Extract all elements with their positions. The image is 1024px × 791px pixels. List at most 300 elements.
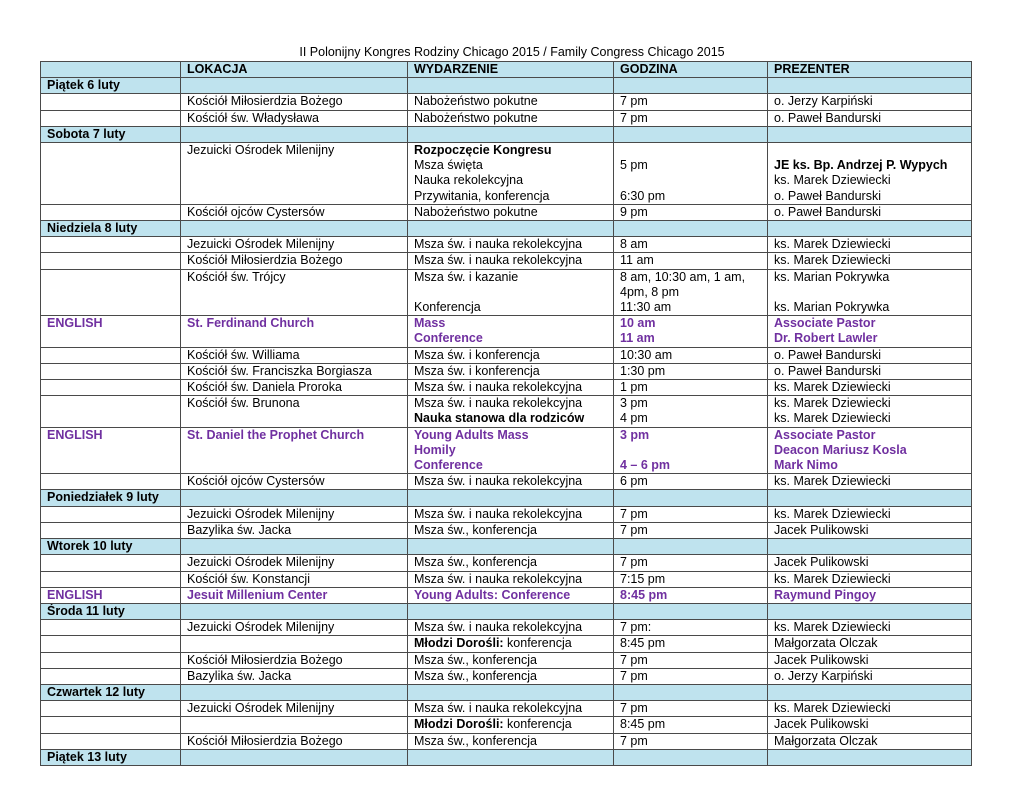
presenter-line: Deacon Mariusz Kosla bbox=[774, 442, 907, 457]
time-line bbox=[620, 443, 761, 458]
time-cell bbox=[614, 668, 768, 684]
day-row bbox=[41, 684, 972, 700]
time-line bbox=[620, 173, 761, 188]
presenter-line: JE ks. Bp. Andrzej P. Wypych bbox=[774, 158, 948, 173]
presenter-line bbox=[774, 285, 965, 300]
day-row bbox=[41, 126, 972, 142]
header-day bbox=[41, 62, 181, 78]
event-line: Msza św. i nauka rekolekcyjna bbox=[414, 701, 583, 716]
location-line: Kościół św. Daniela Proroka bbox=[187, 380, 342, 395]
event-row bbox=[41, 316, 972, 347]
day-empty-cell bbox=[408, 221, 614, 237]
location-line: St. Ferdinand Church bbox=[187, 316, 315, 331]
presenter-cell bbox=[768, 636, 972, 652]
time-line: 3 pm bbox=[620, 396, 648, 411]
day-empty-cell bbox=[614, 490, 768, 506]
time-cell bbox=[614, 555, 768, 571]
event-line bbox=[414, 285, 607, 300]
location-line: Bazylika św. Jacka bbox=[187, 522, 292, 537]
time-cell bbox=[614, 237, 768, 253]
presenter-cell bbox=[768, 237, 972, 253]
location-cell bbox=[181, 587, 408, 603]
day-row bbox=[41, 539, 972, 555]
language-cell bbox=[41, 620, 181, 636]
location-line: Jezuicki Ośrodek Milenijny bbox=[187, 143, 335, 158]
language-cell bbox=[41, 652, 181, 668]
time-line: 7 pm bbox=[620, 522, 648, 537]
time-cell bbox=[614, 363, 768, 379]
event-cell bbox=[408, 701, 614, 717]
presenter-line: ks. Marek Dziewiecki bbox=[774, 237, 891, 252]
event-line: Rozpoczęcie Kongresu bbox=[414, 143, 552, 158]
presenter-cell bbox=[768, 668, 972, 684]
location-line: Kościół Miłosierdzia Bożego bbox=[187, 733, 343, 748]
presenter-cell bbox=[768, 652, 972, 668]
location-cell bbox=[181, 380, 408, 396]
header-time: GODZINA bbox=[614, 62, 768, 78]
location-cell bbox=[181, 701, 408, 717]
event-row bbox=[41, 269, 972, 316]
table-header-row bbox=[41, 62, 972, 78]
time-line: 7 pm bbox=[620, 94, 648, 109]
event-row bbox=[41, 143, 972, 205]
time-line: 3 pm bbox=[620, 427, 650, 442]
time-line: 6:30 pm bbox=[620, 188, 666, 203]
event-line: Nabożeństwo pokutne bbox=[414, 94, 538, 109]
location-line: Kościół ojców Cystersów bbox=[187, 204, 325, 219]
day-empty-cell bbox=[408, 490, 614, 506]
time-line: 6 pm bbox=[620, 474, 648, 489]
bold-prefix: Młodzi Dorośli: bbox=[414, 636, 504, 651]
presenter-cell bbox=[768, 204, 972, 220]
event-row bbox=[41, 652, 972, 668]
day-row bbox=[41, 221, 972, 237]
location-cell bbox=[181, 474, 408, 490]
time-line: 11 am bbox=[620, 253, 654, 268]
event-cell bbox=[408, 587, 614, 603]
event-row bbox=[41, 701, 972, 717]
time-line: 8 am bbox=[620, 237, 648, 252]
event-row bbox=[41, 733, 972, 749]
time-line: 7 pm bbox=[620, 701, 648, 716]
time-cell bbox=[614, 733, 768, 749]
presenter-line: Raymund Pingoy bbox=[774, 587, 877, 602]
language-cell: ENGLISH bbox=[41, 587, 181, 603]
language-cell bbox=[41, 396, 181, 427]
time-line: 7 pm bbox=[620, 506, 648, 521]
day-row bbox=[41, 490, 972, 506]
location-line: Jezuicki Ośrodek Milenijny bbox=[187, 506, 335, 521]
time-cell bbox=[614, 427, 768, 474]
time-line: 8:45 pm bbox=[620, 587, 668, 602]
location-cell bbox=[181, 522, 408, 538]
location-line: Kościół św. Konstancji bbox=[187, 571, 310, 586]
time-cell bbox=[614, 143, 768, 205]
event-row bbox=[41, 380, 972, 396]
location-cell bbox=[181, 636, 408, 652]
presenter-line: ks. Marek Dziewiecki bbox=[774, 506, 891, 521]
day-empty-cell bbox=[181, 221, 408, 237]
event-cell bbox=[408, 571, 614, 587]
event-line: Msza św. i kazanie bbox=[414, 269, 519, 284]
presenter-cell bbox=[768, 571, 972, 587]
location-line: Kościół ojców Cystersów bbox=[187, 474, 325, 489]
day-empty-cell bbox=[768, 603, 972, 619]
day-empty-cell bbox=[181, 749, 408, 765]
language-cell bbox=[41, 636, 181, 652]
presenter-line: ks. Marek Dziewiecki bbox=[774, 396, 891, 411]
time-line: 9 pm bbox=[620, 204, 648, 219]
presenter-cell bbox=[768, 427, 972, 474]
event-line: Msza św., konferencja bbox=[414, 668, 537, 683]
presenter-cell bbox=[768, 555, 972, 571]
location-line: Kościół Miłosierdzia Bożego bbox=[187, 652, 343, 667]
event-row bbox=[41, 587, 972, 603]
day-empty-cell bbox=[768, 221, 972, 237]
day-empty-cell bbox=[614, 221, 768, 237]
day-row bbox=[41, 78, 972, 94]
time-cell bbox=[614, 652, 768, 668]
presenter-cell bbox=[768, 620, 972, 636]
time-line: 8:45 pm bbox=[620, 636, 666, 651]
event-cell bbox=[408, 253, 614, 269]
time-line: 4 pm bbox=[620, 411, 648, 426]
day-empty-cell bbox=[181, 126, 408, 142]
presenter-line: Associate Pastor bbox=[774, 427, 876, 442]
day-empty-cell bbox=[614, 126, 768, 142]
event-line: Msza św. i konferencja bbox=[414, 347, 540, 362]
language-cell bbox=[41, 701, 181, 717]
presenter-cell bbox=[768, 347, 972, 363]
time-line: 4pm, 8 pm bbox=[620, 284, 680, 299]
event-line: Msza św., konferencja bbox=[414, 555, 537, 570]
time-cell bbox=[614, 316, 768, 347]
presenter-cell bbox=[768, 522, 972, 538]
location-cell bbox=[181, 427, 408, 474]
location-cell bbox=[181, 237, 408, 253]
event-row bbox=[41, 522, 972, 538]
time-line: 7 pm bbox=[620, 733, 648, 748]
language-cell bbox=[41, 717, 181, 733]
presenter-line: Małgorzata Olczak bbox=[774, 733, 878, 748]
event-cell bbox=[408, 668, 614, 684]
language-cell bbox=[41, 94, 181, 110]
time-line: 11:30 am bbox=[620, 300, 672, 315]
time-cell bbox=[614, 253, 768, 269]
presenter-cell bbox=[768, 143, 972, 205]
event-line: Homily bbox=[414, 442, 456, 457]
event-cell bbox=[408, 522, 614, 538]
day-empty-cell bbox=[408, 749, 614, 765]
presenter-cell bbox=[768, 396, 972, 427]
location-line: Kościół św. Władysława bbox=[187, 110, 319, 125]
time-line: 7 pm bbox=[620, 668, 648, 683]
language-cell bbox=[41, 522, 181, 538]
event-line: Konferencja bbox=[414, 300, 481, 315]
event-row bbox=[41, 110, 972, 126]
location-cell bbox=[181, 506, 408, 522]
header-event: WYDARZENIE bbox=[408, 62, 614, 78]
schedule-table bbox=[40, 61, 972, 766]
event-row bbox=[41, 363, 972, 379]
location-cell bbox=[181, 316, 408, 347]
event-cell bbox=[408, 110, 614, 126]
event-cell bbox=[408, 204, 614, 220]
time-cell bbox=[614, 380, 768, 396]
time-cell bbox=[614, 636, 768, 652]
event-line: Młodzi Dorośli: konferencja bbox=[414, 717, 572, 732]
time-line: 1 pm bbox=[620, 380, 648, 395]
event-line: Msza św. i nauka rekolekcyjna bbox=[414, 506, 583, 521]
time-cell bbox=[614, 571, 768, 587]
language-cell bbox=[41, 571, 181, 587]
language-cell bbox=[41, 110, 181, 126]
day-empty-cell bbox=[408, 603, 614, 619]
location-cell bbox=[181, 396, 408, 427]
day-empty-cell bbox=[768, 749, 972, 765]
day-empty-cell bbox=[614, 539, 768, 555]
time-cell bbox=[614, 474, 768, 490]
event-line: Młodzi Dorośli: konferencja bbox=[414, 636, 572, 651]
event-cell bbox=[408, 506, 614, 522]
time-cell bbox=[614, 110, 768, 126]
event-line: Young Adults: Conference bbox=[414, 587, 571, 602]
location-line: Kościół Miłosierdzia Bożego bbox=[187, 94, 343, 109]
event-line: Conference bbox=[414, 331, 483, 346]
presenter-line: ks. Marek Dziewiecki bbox=[774, 701, 891, 716]
event-cell bbox=[408, 717, 614, 733]
day-empty-cell bbox=[768, 126, 972, 142]
location-cell bbox=[181, 652, 408, 668]
presenter-cell bbox=[768, 269, 972, 316]
event-row bbox=[41, 474, 972, 490]
presenter-cell bbox=[768, 733, 972, 749]
event-cell bbox=[408, 347, 614, 363]
presenter-cell bbox=[768, 587, 972, 603]
language-cell bbox=[41, 380, 181, 396]
time-line bbox=[620, 143, 761, 158]
time-cell bbox=[614, 522, 768, 538]
event-line: Msza św. i nauka rekolekcyjna bbox=[414, 396, 583, 411]
time-cell bbox=[614, 94, 768, 110]
day-empty-cell bbox=[408, 78, 614, 94]
day-label: Czwartek 12 luty bbox=[41, 684, 181, 700]
language-cell: ENGLISH bbox=[41, 427, 181, 474]
location-cell bbox=[181, 204, 408, 220]
location-cell bbox=[181, 143, 408, 205]
day-empty-cell bbox=[614, 603, 768, 619]
day-row bbox=[41, 749, 972, 765]
event-cell bbox=[408, 316, 614, 347]
event-line: Mass bbox=[414, 316, 446, 331]
event-row bbox=[41, 668, 972, 684]
day-empty-cell bbox=[408, 126, 614, 142]
time-cell bbox=[614, 587, 768, 603]
location-line: Jezuicki Ośrodek Milenijny bbox=[187, 620, 335, 635]
document-title: II Polonijny Kongres Rodziny Chicago 2015 / Family Congress Chicago 2015 bbox=[299, 45, 725, 59]
location-line: Kościół św. Brunona bbox=[187, 396, 300, 411]
day-empty-cell bbox=[181, 684, 408, 700]
event-line: Nauka stanowa dla rodziców bbox=[414, 411, 585, 426]
time-cell bbox=[614, 620, 768, 636]
day-label: Niedziela 8 luty bbox=[41, 221, 181, 237]
day-empty-cell bbox=[181, 603, 408, 619]
presenter-line: Dr. Robert Lawler bbox=[774, 331, 878, 346]
event-line: Msza św., konferencja bbox=[414, 733, 537, 748]
day-label: Piątek 6 luty bbox=[41, 78, 181, 94]
time-line: 7:15 pm bbox=[620, 571, 666, 586]
location-cell bbox=[181, 347, 408, 363]
event-cell bbox=[408, 363, 614, 379]
time-line: 5 pm bbox=[620, 158, 648, 173]
event-row bbox=[41, 94, 972, 110]
event-line: Msza św. i nauka rekolekcyjna bbox=[414, 571, 583, 586]
header-location: LOKACJA bbox=[181, 62, 408, 78]
day-empty-cell bbox=[614, 684, 768, 700]
event-line: Nabożeństwo pokutne bbox=[414, 110, 538, 125]
location-cell bbox=[181, 253, 408, 269]
time-cell bbox=[614, 396, 768, 427]
event-cell bbox=[408, 237, 614, 253]
event-line: Msza św., konferencja bbox=[414, 652, 537, 667]
event-line: Msza św. i nauka rekolekcyjna bbox=[414, 620, 583, 635]
presenter-line: Jacek Pulikowski bbox=[774, 717, 869, 732]
day-label: Wtorek 10 luty bbox=[41, 539, 181, 555]
presenter-line: ks. Marian Pokrywka bbox=[774, 300, 890, 315]
time-cell bbox=[614, 204, 768, 220]
event-row bbox=[41, 204, 972, 220]
event-cell bbox=[408, 652, 614, 668]
day-empty-cell bbox=[181, 78, 408, 94]
presenter-line: o. Paweł Bandurski bbox=[774, 188, 882, 203]
language-cell bbox=[41, 143, 181, 205]
location-cell bbox=[181, 363, 408, 379]
presenter-line: ks. Marian Pokrywka bbox=[774, 269, 890, 284]
location-line: Kościół św. Franciszka Borgiasza bbox=[187, 363, 372, 378]
time-cell bbox=[614, 347, 768, 363]
event-row bbox=[41, 620, 972, 636]
presenter-line: o. Paweł Bandurski bbox=[774, 110, 882, 125]
time-line: 1:30 pm bbox=[620, 363, 666, 378]
presenter-cell bbox=[768, 110, 972, 126]
location-line: Jezuicki Ośrodek Milenijny bbox=[187, 237, 335, 252]
location-line: St. Daniel the Prophet Church bbox=[187, 427, 365, 442]
day-empty-cell bbox=[408, 684, 614, 700]
presenter-line: Jacek Pulikowski bbox=[774, 522, 869, 537]
event-line: Msza św. i nauka rekolekcyjna bbox=[414, 474, 583, 489]
presenter-line: ks. Marek Dziewiecki bbox=[774, 411, 891, 426]
event-cell bbox=[408, 380, 614, 396]
event-cell bbox=[408, 474, 614, 490]
event-line: Msza św. i konferencja bbox=[414, 363, 540, 378]
event-row bbox=[41, 237, 972, 253]
location-cell bbox=[181, 94, 408, 110]
language-cell bbox=[41, 474, 181, 490]
location-line: Bazylika św. Jacka bbox=[187, 668, 292, 683]
time-line: 7 pm bbox=[620, 110, 648, 125]
time-line: 8 am, 10:30 am, 1 am, bbox=[620, 269, 746, 284]
presenter-line: o. Paweł Bandurski bbox=[774, 363, 882, 378]
language-cell bbox=[41, 733, 181, 749]
day-label: Poniedziałek 9 luty bbox=[41, 490, 181, 506]
event-row bbox=[41, 427, 972, 474]
presenter-line: Jacek Pulikowski bbox=[774, 555, 869, 570]
time-line: 8:45 pm bbox=[620, 717, 666, 732]
event-cell bbox=[408, 427, 614, 474]
event-cell bbox=[408, 396, 614, 427]
time-line: 10 am bbox=[620, 316, 656, 331]
event-line: Msza św., konferencja bbox=[414, 522, 537, 537]
event-line: Conference bbox=[414, 458, 483, 473]
event-cell bbox=[408, 269, 614, 316]
language-cell bbox=[41, 269, 181, 316]
event-line: Msza św. i nauka rekolekcyjna bbox=[414, 380, 583, 395]
location-cell bbox=[181, 668, 408, 684]
location-cell bbox=[181, 555, 408, 571]
language-cell bbox=[41, 363, 181, 379]
presenter-cell bbox=[768, 701, 972, 717]
presenter-line: ks. Marek Dziewiecki bbox=[774, 571, 891, 586]
location-cell bbox=[181, 717, 408, 733]
time-cell bbox=[614, 701, 768, 717]
presenter-line: ks. Marek Dziewiecki bbox=[774, 253, 891, 268]
day-empty-cell bbox=[408, 539, 614, 555]
presenter-line: ks. Marek Dziewiecki bbox=[774, 620, 891, 635]
time-line: 4 – 6 pm bbox=[620, 458, 671, 473]
language-cell bbox=[41, 237, 181, 253]
location-line: Kościół św. Williama bbox=[187, 347, 300, 362]
presenter-cell bbox=[768, 316, 972, 347]
event-row bbox=[41, 506, 972, 522]
header-presenter: PREZENTER bbox=[768, 62, 972, 78]
day-label: Środa 11 luty bbox=[41, 603, 181, 619]
presenter-cell bbox=[768, 717, 972, 733]
day-empty-cell bbox=[181, 539, 408, 555]
presenter-line: o. Jerzy Karpiński bbox=[774, 668, 873, 683]
location-line: Jesuit Millenium Center bbox=[187, 587, 328, 602]
event-row bbox=[41, 253, 972, 269]
location-cell bbox=[181, 110, 408, 126]
presenter-line: ks. Marek Dziewiecki bbox=[774, 474, 891, 489]
location-cell bbox=[181, 571, 408, 587]
day-empty-cell bbox=[768, 684, 972, 700]
time-line: 7 pm: bbox=[620, 620, 652, 635]
day-empty-cell bbox=[614, 78, 768, 94]
event-line: Msza św. i nauka rekolekcyjna bbox=[414, 253, 583, 268]
event-row bbox=[41, 396, 972, 427]
language-cell bbox=[41, 555, 181, 571]
event-row bbox=[41, 555, 972, 571]
event-cell bbox=[408, 94, 614, 110]
event-line: Nabożeństwo pokutne bbox=[414, 204, 538, 219]
event-cell bbox=[408, 733, 614, 749]
day-empty-cell bbox=[614, 749, 768, 765]
presenter-cell bbox=[768, 506, 972, 522]
presenter-line: ks. Marek Dziewiecki bbox=[774, 380, 891, 395]
language-cell: ENGLISH bbox=[41, 316, 181, 347]
location-line: Jezuicki Ośrodek Milenijny bbox=[187, 701, 335, 716]
presenter-cell bbox=[768, 363, 972, 379]
presenter-line: Associate Pastor bbox=[774, 316, 876, 331]
location-line: Jezuicki Ośrodek Milenijny bbox=[187, 555, 335, 570]
time-line: 10:30 am bbox=[620, 347, 673, 362]
presenter-line: o. Jerzy Karpiński bbox=[774, 94, 873, 109]
event-row bbox=[41, 571, 972, 587]
event-line: Msza św. i nauka rekolekcyjna bbox=[414, 237, 583, 252]
presenter-line: o. Paweł Bandurski bbox=[774, 347, 882, 362]
presenter-cell bbox=[768, 380, 972, 396]
event-line: Przywitania, konferencja bbox=[414, 188, 550, 203]
